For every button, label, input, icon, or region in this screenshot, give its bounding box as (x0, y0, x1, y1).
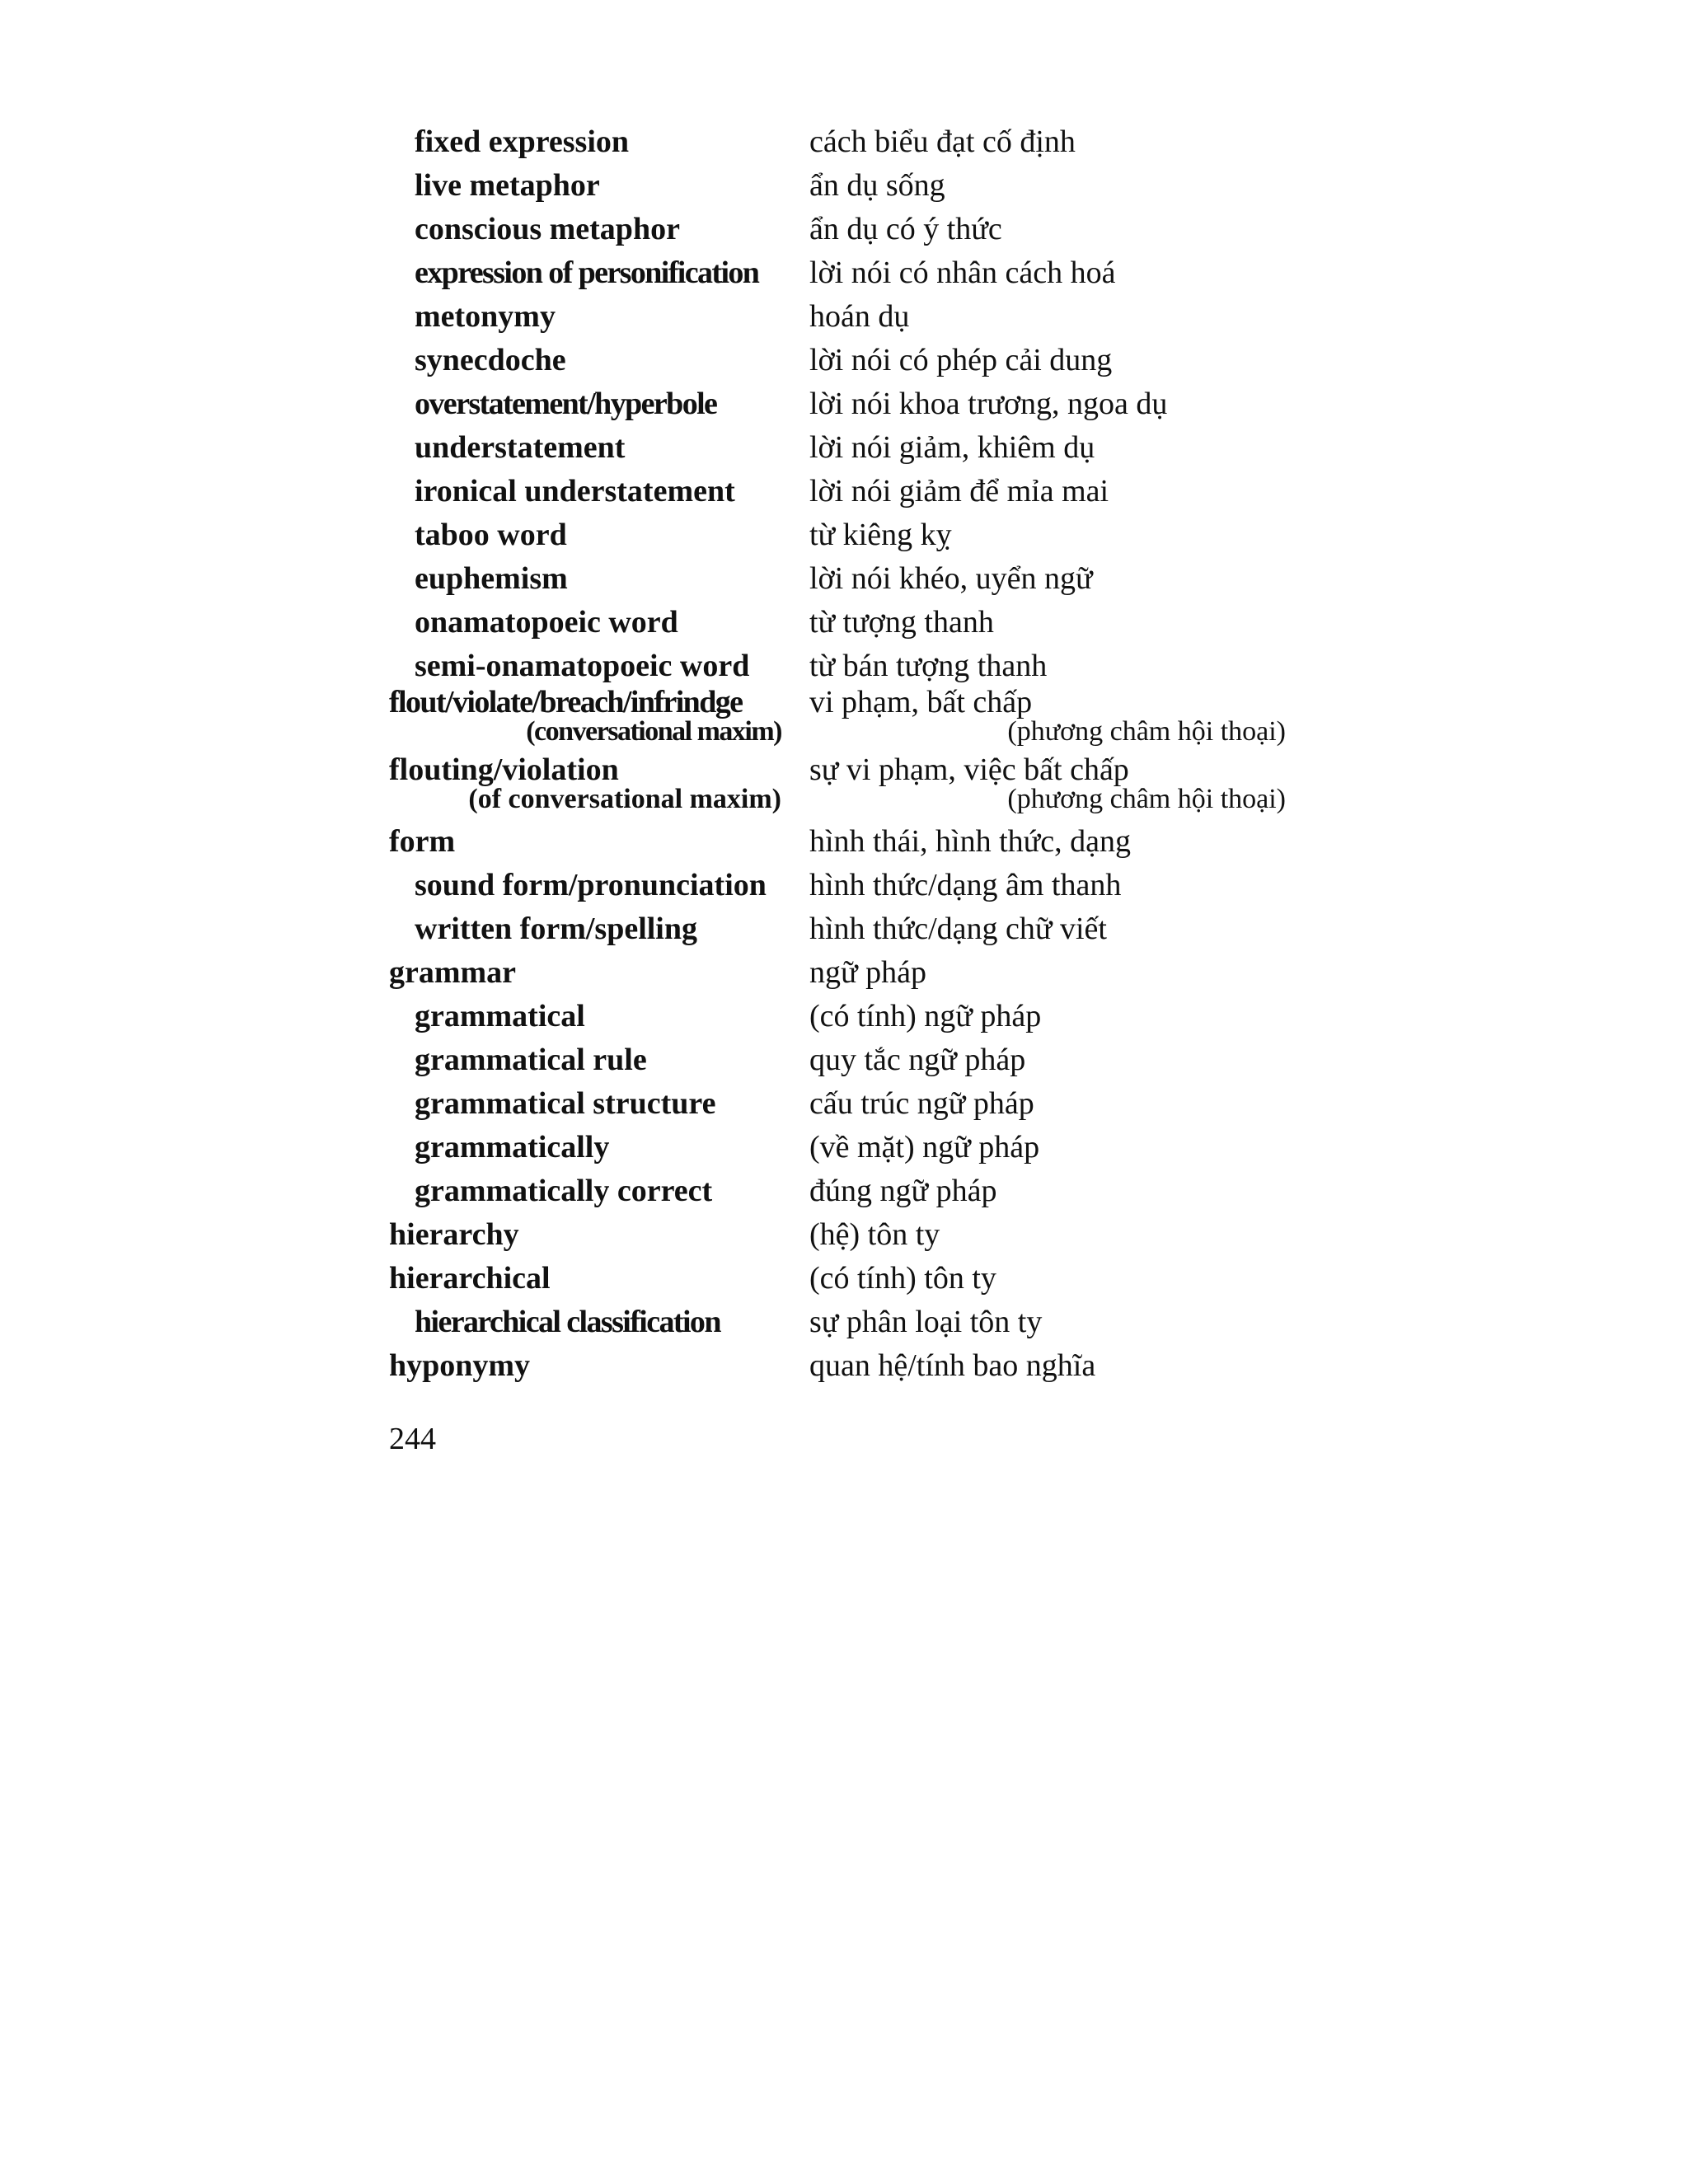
term-vi-qualifier: (phương châm hội thoại) (1007, 784, 1286, 814)
term-en: euphemism (415, 561, 568, 596)
entry-row (0, 559, 1688, 608)
term-vi: hình thức/dạng âm thanh (809, 868, 1122, 902)
term-vi: cấu trúc ngữ pháp (809, 1086, 1034, 1121)
term-vi: đúng ngữ pháp (809, 1174, 997, 1208)
entry-row (0, 428, 1688, 477)
entry-row (0, 166, 1688, 215)
term-vi: lời nói giảm, khiêm dụ (809, 430, 1095, 465)
term-vi: hình thức/dạng chữ viết (809, 912, 1107, 946)
entry-row (0, 1258, 1688, 1308)
entry-row (0, 515, 1688, 565)
term-en: onamatopoeic word (415, 605, 678, 640)
term-en: grammatical structure (415, 1086, 716, 1121)
term-vi: lời nói khoa trương, ngoa dụ (809, 387, 1168, 421)
term-vi: (có tính) tôn ty (809, 1261, 996, 1296)
term-en: form (389, 824, 456, 859)
term-en: expression of personification (415, 255, 759, 290)
entry-row (0, 122, 1688, 171)
term-en: grammatical rule (415, 1043, 647, 1077)
term-vi: (có tính) ngữ pháp (809, 999, 1042, 1033)
term-vi: từ kiêng kỵ (809, 518, 952, 552)
entry-row (0, 909, 1688, 958)
term-en: hyponymy (389, 1348, 531, 1383)
term-en: grammatically (415, 1130, 610, 1165)
entry-row (0, 865, 1688, 915)
term-vi: vi phạm, bất chấp (809, 685, 1033, 719)
entry-row (0, 602, 1688, 652)
term-vi: lời nói giảm để mỉa mai (809, 474, 1109, 509)
entry-row (0, 297, 1688, 346)
entry-row (0, 1040, 1688, 1090)
entry-row (0, 1346, 1688, 1395)
term-vi: cách biểu đạt cố định (809, 124, 1076, 159)
entry-row (0, 750, 1688, 819)
term-en-qualifier: (conversational maxim) (526, 716, 781, 747)
entry-row (0, 996, 1688, 1046)
term-vi: lời nói có nhân cách hoá (809, 255, 1116, 290)
term-en: taboo word (415, 518, 567, 552)
term-vi: sự phân loại tôn ty (809, 1305, 1043, 1339)
term-vi: hình thái, hình thức, dạng (809, 824, 1131, 859)
entry-row (0, 253, 1688, 302)
term-en: flout/violate/breach/infrindge (389, 685, 743, 719)
term-vi: lời nói có phép cải dung (809, 343, 1113, 377)
entry-row (0, 471, 1688, 521)
term-en: written form/spelling (415, 912, 698, 946)
entry-row (0, 1171, 1688, 1221)
term-en: overstatement/hyperbole (415, 387, 717, 421)
entry-row (0, 1127, 1688, 1177)
entry-row (0, 953, 1688, 1002)
term-vi: (về mặt) ngữ pháp (809, 1130, 1040, 1165)
term-vi: quan hệ/tính bao nghĩa (809, 1348, 1096, 1383)
term-en-qualifier: (of conversational maxim) (468, 784, 781, 814)
term-en: grammatically correct (415, 1174, 713, 1208)
entry-row (0, 822, 1688, 871)
term-en: flouting/violation (389, 752, 619, 787)
term-vi-qualifier: (phương châm hội thoại) (1007, 716, 1286, 747)
term-en: live metaphor (415, 168, 600, 203)
term-en: hierarchy (389, 1217, 519, 1252)
entry-row (0, 384, 1688, 434)
page-number: 244 (389, 1422, 436, 1456)
term-en: sound form/pronunciation (415, 868, 767, 902)
entry-row (0, 340, 1688, 390)
term-vi: lời nói khéo, uyển ngữ (809, 561, 1093, 596)
term-en: grammatical (415, 999, 585, 1033)
entry-row (0, 209, 1688, 259)
term-vi: quy tắc ngữ pháp (809, 1043, 1026, 1077)
term-vi: sự vi phạm, việc bất chấp (809, 752, 1129, 787)
term-vi: (hệ) tôn ty (809, 1217, 940, 1252)
term-en: hierarchical classification (415, 1305, 720, 1339)
entry-row (0, 1302, 1688, 1352)
term-en: fixed expression (415, 124, 630, 159)
term-en: semi-onamatopoeic word (415, 649, 750, 683)
term-en: synecdoche (415, 343, 566, 377)
term-vi: ngữ pháp (809, 955, 926, 990)
term-vi: ẩn dụ sống (809, 168, 945, 203)
term-vi: từ bán tượng thanh (809, 649, 1048, 683)
term-en: conscious metaphor (415, 212, 680, 246)
term-vi: từ tượng thanh (809, 605, 994, 640)
term-en: grammar (389, 955, 517, 990)
entry-row (0, 682, 1688, 752)
term-vi: ẩn dụ có ý thức (809, 212, 1002, 246)
entry-row (0, 1215, 1688, 1264)
term-en: understatement (415, 430, 626, 465)
entry-row (0, 1084, 1688, 1133)
term-vi: hoán dụ (809, 299, 910, 334)
term-en: metonymy (415, 299, 556, 334)
term-en: hierarchical (389, 1261, 551, 1296)
term-en: ironical understatement (415, 474, 735, 509)
